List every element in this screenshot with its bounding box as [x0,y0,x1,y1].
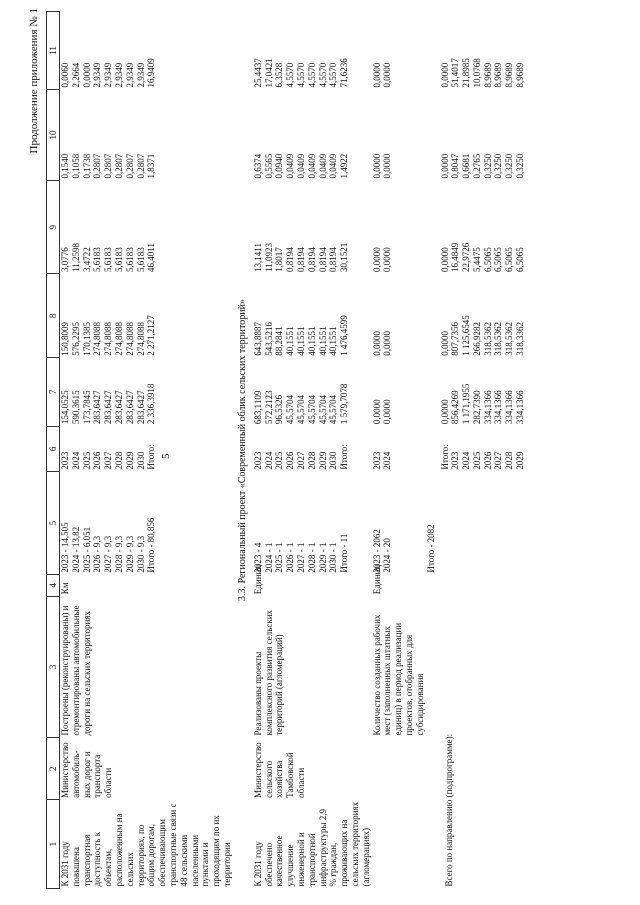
column-number: 9 [47,181,60,274]
column-number: 2 [47,738,60,800]
regional-budget-column: 0,0000 16,4849 22,9726 5,4475 6,5065 6,5065 6,5065 6,5065 [439,242,526,272]
target-value: Итого - 80,856 [146,517,157,573]
column-number: 11 [47,12,60,90]
responsible-body: Министерство сельского хозяйства Тамбовской области [252,742,306,798]
unit: Км [60,582,70,595]
indicator-name: Количество созданных рабочих мест (заполненных штатных единиц) в период реализации проектов, отобранных для субсидирования [371,614,425,736]
local-budget-column: 0,6374 0,5565 0,0940 0,0409 0,0409 0,0409 0,0409 0,0409 1,4922 [252,153,350,179]
target-value: 2024 - 1 [263,542,274,573]
total-funding-column: 0,0000 856,4269 1 171,1955 282,7390 334,1366 334,1366 334,1366 334,1366 [439,383,526,425]
target-value: Итого - 11 [339,533,350,573]
result-description: К 2031 году обеспечено качественное улучшение инженерной и транспортной инфраструктуры 2,9 % граждан, проживающих на сельских территориях (агломерациях) [252,801,371,887]
continuation-note: Продолжение приложения № 1 [28,8,40,154]
column-number: 8 [47,274,60,358]
target-value: 2028 - 9,3 [113,535,124,573]
federal-budget-column: 0,0000 807,7356 1 125,6545 266,9282 318,5362 318,5362 318,5362 318,3362 [439,315,526,356]
target-value: 2027 - 9,3 [103,535,114,573]
page-number: 5 [160,453,172,459]
target-value: 2025 - 6,051 [81,526,92,573]
column-number: 1 [47,800,60,889]
target-value: 2023 - 2062 [371,529,382,573]
table-row [372,12,426,889]
target-value: 2023 - 14,505 [60,522,70,573]
column-number: 7 [47,358,60,426]
column-number: 6 [47,426,60,472]
table-row [426,12,440,889]
target-values [253,472,372,575]
target-value: 2026 - 1 [285,542,296,573]
local-budget-column: 0,1540 0,1058 0,1738 0,2807 0,2807 0,2807 0,2807 0,2807 1,8371 [60,153,157,179]
table-row [253,12,372,889]
target-value: 2023 - 4 [252,542,263,573]
target-values [60,472,233,575]
target-value: 2029 - 9,3 [124,535,135,573]
target-value: 2024 - 20 [382,538,393,573]
column-number-row [47,12,60,889]
target-value: 2027 - 1 [295,542,306,573]
target-value: 2028 - 1 [306,542,317,573]
responsible-body: Министерство автомобиль-ных дорог и транспорта области [60,742,114,798]
year-column: 2023 2024 [371,451,393,470]
column-number: 5 [47,472,60,575]
regional-budget-column: 13,1411 11,0923 1,8017 0,8194 0,8194 0,8194 0,8194 0,8194 30,1521 [252,242,350,272]
target-value: 2026 - 9,3 [92,535,103,573]
section-row [233,12,253,889]
target-value: 2029 - 1 [317,542,328,573]
total-label: Всего по направлению (подпрограмме): [443,733,454,887]
federal-budget-column: 150,8009 576,2295 170,1385 274,8088 274,8088 274,8088 274,8088 274,8088 2 271,2127 [60,315,157,356]
column-number: 10 [47,89,60,180]
extrabudgetary-column: 0,0060 2,2664 0,0000 2,9349 2,9349 2,9349 2,9349 2,9349 16,9409 [60,58,157,88]
unit: Единиц [371,564,382,595]
total-funding-column: 683,1109 572,2123 96,5326 45,5704 45,5704 45,5704 45,5704 45,5704 1 579,7078 [252,383,350,425]
target-value: 2025 - 1 [274,542,285,573]
local-budget-column: 0,0000 0,8047 0,6681 0,2765 0,3250 0,3250 0,3250 0,3250 [439,153,526,179]
total-funding-column: 154,0525 590,3615 173,7845 283,6427 283,6427 283,6427 283,6427 283,6427 2 336,3918 [60,383,157,425]
result-description: К 2031 году повышена транспортная доступность к объектам, расположенным на сельских территориях, по общим дорогам, обеспечивающим транспортные связи с 48 сельскими населенными пунктами и проходящим по их территории [60,803,232,887]
total-funding-column: 0,0000 0,0000 [371,399,393,425]
program-table [46,11,526,889]
local-budget-column: 0,0000 0,0000 [371,153,393,179]
target-value: 2030 - 9,3 [135,535,146,573]
year-column: 2023 2024 2025 2026 2027 2028 2029 2030 Итого: [60,444,157,470]
regional-budget-column: 0,0000 0,0000 [371,247,393,272]
section-title: 3.3. Региональный проект «Современный облик сельских территорий» [236,299,248,601]
target-total: Итого - 2082 [425,524,436,573]
column-number: 3 [47,596,60,737]
table-row [60,12,233,889]
target-value: 2024 - 13,82 [70,526,81,573]
extrabudgetary-column: 0,0000 0,0000 [371,62,393,88]
federal-budget-column: 0,0000 0,0000 [371,331,393,356]
target-value: 2030 - 1 [328,542,339,573]
indicator-name: Реализованы проекты комплексного развития сельских территорий (агломераций) [252,609,285,736]
year-column: 2023 2024 2025 2026 2027 2028 2029 2030 Итого: [252,444,350,470]
target-values [372,472,426,575]
column-number: 4 [47,575,60,597]
unit: Единиц [252,564,263,595]
extrabudgetary-column: 0,0000 51,4017 21,8985 10,0768 8,9689 8,9689 8,9689 8,9689 [439,58,526,88]
extrabudgetary-column: 25,4437 17,0421 6,3528 4,5570 4,5570 4,5570 4,5570 4,5570 71,6236 [252,58,350,88]
federal-budget-column: 643,8887 543,5216 88,2841 40,1551 40,1551 40,1551 40,1551 40,1551 1 476,4599 [252,315,350,356]
indicator-name: Построены (реконструированы) и отремонтированы автомобильные дороги на сельских территориях [60,605,92,736]
total-row [440,12,526,889]
year-column: Итого: 2023 2024 2025 2026 2027 2028 2029 [439,444,526,470]
regional-budget-column: 3,0776 11,2598 3,4722 5,6183 5,6183 5,6183 5,6183 5,6183 46,4011 [60,243,157,272]
